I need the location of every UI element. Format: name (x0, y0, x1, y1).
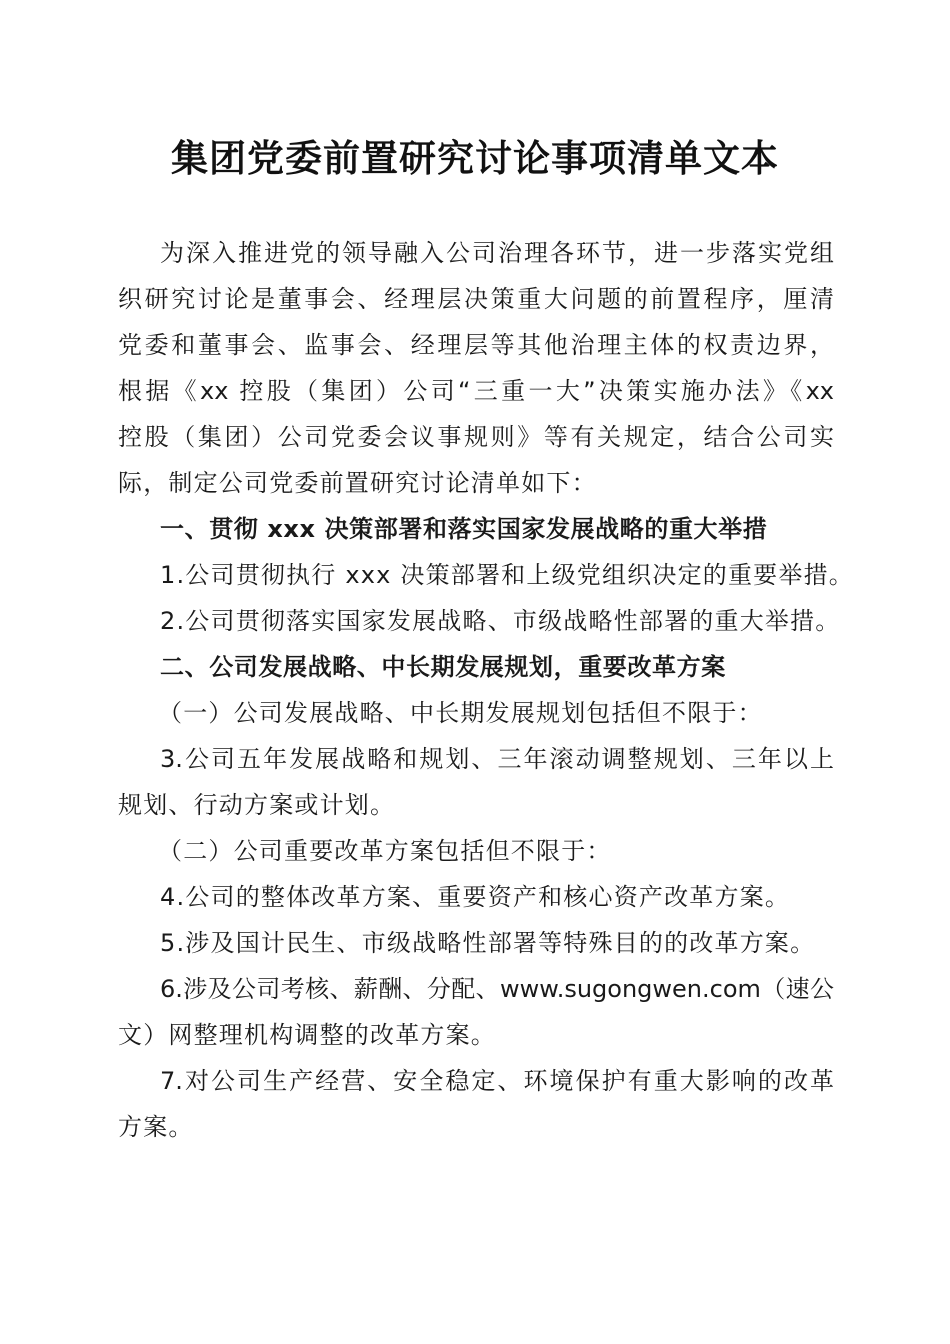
list-item: 6.涉及公司考核、薪酬、分配、www.sugongwen.com（速公 (160, 975, 834, 1003)
intro-line: 际，制定公司党委前置研究讨论清单如下： (118, 469, 597, 497)
intro-line: 控股（集团）公司党委会议事规则》等有关规定，结合公司实 (118, 423, 834, 451)
list-item-continuation: 文）网整理机构调整的改革方案。 (118, 1021, 496, 1049)
subsection-heading: （一）公司发展战略、中长期发展规划包括但不限于： (158, 699, 763, 727)
list-item-continuation: 方案。 (118, 1113, 194, 1141)
list-item: 4.公司的整体改革方案、重要资产和核心资产改革方案。 (160, 883, 791, 911)
list-item: 1.公司贯彻执行 xxx 决策部署和上级党组织决定的重要举措。 (160, 561, 854, 589)
list-item-continuation: 规划、行动方案或计划。 (118, 791, 396, 819)
intro-line: 根据《xx 控股（集团）公司“三重一大”决策实施办法》《xx (118, 377, 834, 405)
intro-line: 为深入推进党的领导融入公司治理各环节，进一步落实党组 (160, 239, 834, 267)
section-heading: 一、贯彻 xxx 决策部署和落实国家发展战略的重大举措 (160, 515, 768, 543)
list-item: 3.公司五年发展战略和规划、三年滚动调整规划、三年以上 (160, 745, 834, 773)
subsection-heading: （二）公司重要改革方案包括但不限于： (158, 837, 612, 865)
intro-line: 织研究讨论是董事会、经理层决策重大问题的前置程序，厘清 (118, 285, 834, 313)
document-title: 集团党委前置研究讨论事项清单文本 (171, 136, 779, 180)
list-item: 2.公司贯彻落实国家发展战略、市级战略性部署的重大举措。 (160, 607, 841, 635)
list-item: 5.涉及国计民生、市级战略性部署等特殊目的的改革方案。 (160, 929, 816, 957)
section-heading: 二、公司发展战略、中长期发展规划，重要改革方案 (160, 653, 726, 681)
document-body (118, 230, 854, 1150)
list-item: 7.对公司生产经营、安全稳定、环境保护有重大影响的改革 (160, 1067, 834, 1095)
intro-line: 党委和董事会、监事会、经理层等其他治理主体的权责边界， (118, 331, 834, 359)
